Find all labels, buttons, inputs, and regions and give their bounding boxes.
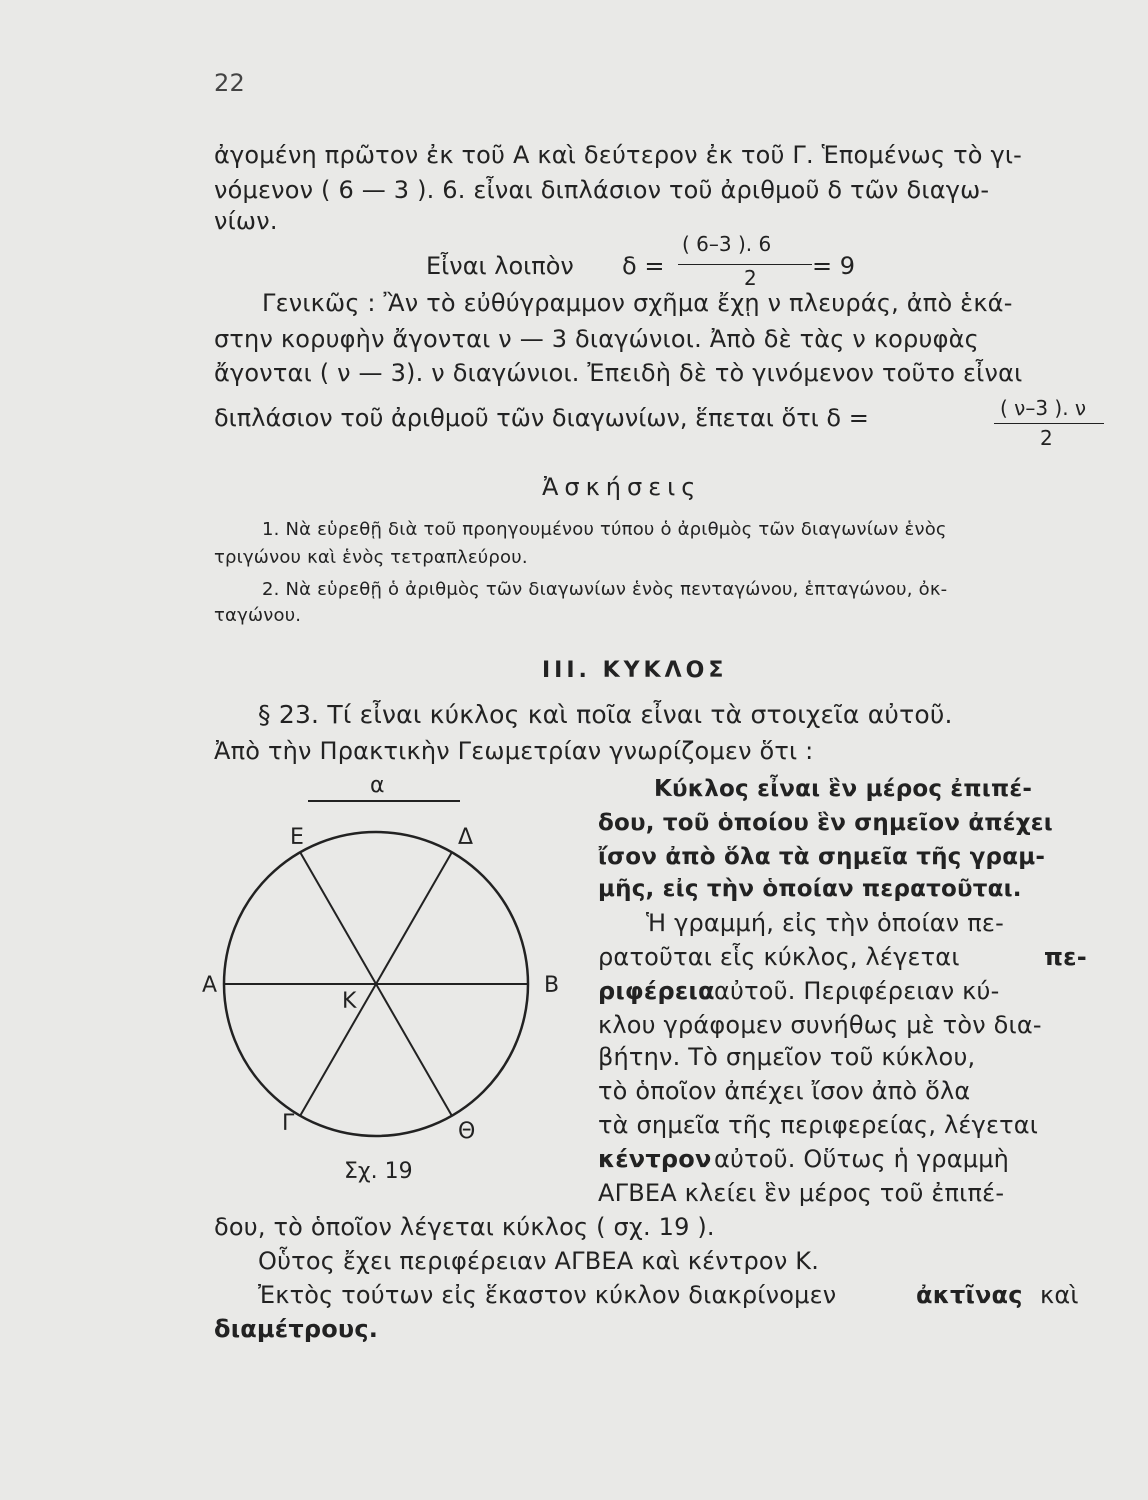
text-line: κλου γράφομεν συνήθως μὲ τὸν δια-	[598, 1011, 1042, 1039]
page-number: 22	[214, 69, 245, 97]
exercise-line: 2. Νὰ εὑρεθῇ ὁ ἀριθμὸς τῶν διαγωνίων ἑνὸς πενταγώνου, ἑπταγώνου, ὀκ-	[262, 579, 948, 600]
definition-line: ἴσον ἀπὸ ὅλα τὰ σημεῖα τῆς γραμ-	[598, 844, 1046, 870]
point-label-D: Δ	[458, 825, 474, 850]
text-line: αὐτοῦ. Περιφέρειαν κύ-	[714, 977, 1000, 1005]
text-line: νόμενον ( 6 — 3 ). 6. εἶναι διπλάσιον τοῦ ἀριθμοῦ δ τῶν διαγω-	[214, 176, 990, 204]
fraction-numerator: ( 6–3 ). 6	[682, 232, 772, 256]
figure-caption: Σχ. 19	[344, 1159, 413, 1184]
formula-lhs: δ =	[622, 252, 665, 280]
fraction-numerator: ( ν–3 ). ν	[1000, 396, 1087, 420]
figure-circle-diagram	[196, 770, 576, 1190]
formula-text: διπλάσιον τοῦ ἀριθμοῦ τῶν διαγωνίων, ἕπεται ὅτι δ =	[214, 404, 869, 432]
text-line: ρατοῦται εἷς κύκλος, λέγεται	[598, 943, 960, 971]
section-title: § 23. Τί εἶναι κύκλος καὶ ποῖα εἶναι τὰ στοιχεῖα αὐτοῦ.	[258, 700, 953, 729]
section-intro: Ἀπὸ τὴν Πρακτικὴν Γεωμετρίαν γνωρίζομεν ὅτι :	[214, 737, 814, 765]
fraction-bar	[678, 264, 812, 265]
point-label-G: Γ	[282, 1111, 295, 1136]
text-line: Οὗτος ἔχει περιφέρειαν ΑΓΒΕΑ καὶ κέντρον Κ.	[258, 1247, 820, 1275]
definition-line: Κύκλος εἶναι ἓν μέρος ἐπιπέ-	[654, 776, 1033, 802]
point-label-B: Β	[544, 973, 560, 998]
text-line: στην κορυφὴν ἄγονται ν — 3 διαγώνιοι. Ἀπὸ δὲ τὰς ν κορυφὰς	[214, 325, 979, 353]
text-line: Γενικῶς : Ἂν τὸ εὐθύγραμμον σχῆμα ἔχῃ ν πλευράς, ἀπὸ ἑκά-	[262, 289, 1013, 317]
text-line: Ἐκτὸς τούτων εἰς ἕκαστον κύκλον διακρίνομεν	[258, 1281, 837, 1309]
definition-line: μῆς, εἰς τὴν ὁποίαν περατοῦται.	[598, 876, 1022, 902]
fraction-denominator: 2	[1040, 426, 1053, 450]
text-line: τὰ σημεῖα τῆς περιφερείας, λέγεται	[598, 1111, 1039, 1139]
term-periphereia: ριφέρεια	[598, 977, 715, 1005]
text-line: δου, τὸ ὁποῖον λέγεται κύκλος ( σχ. 19 ).	[214, 1213, 715, 1241]
term-aktinas: ἀκτῖνας	[916, 1281, 1023, 1309]
term-periphereia: πε-	[1044, 943, 1087, 971]
text-line: Ἡ γραμμή, εἰς τὴν ὁποίαν πε-	[646, 909, 1004, 937]
term-diametrous: διαμέτρους.	[214, 1315, 379, 1343]
chapter-heading: III. ΚΥΚΛΟΣ	[542, 658, 728, 683]
term-kentron: κέντρον	[598, 1145, 712, 1173]
fraction-denominator: 2	[744, 266, 757, 290]
text-line: αὐτοῦ. Οὕτως ἡ γραμμὴ	[714, 1145, 1010, 1173]
formula-prefix: Εἶναι λοιπὸν	[426, 252, 574, 280]
text-line: ΑΓΒΕΑ κλείει ἓν μέρος τοῦ ἐπιπέ-	[598, 1179, 1005, 1207]
point-label-Th: Θ	[458, 1119, 476, 1144]
text-line: καὶ	[1040, 1281, 1079, 1309]
exercises-heading: Ἀσκήσεις	[542, 473, 702, 501]
text-line: ἄγονται ( ν — 3). ν διαγώνιοι. Ἐπειδὴ δὲ τὸ γινόμενον τοῦτο εἶναι	[214, 359, 1023, 387]
fraction-bar	[994, 423, 1104, 424]
point-label-K: Κ	[342, 989, 357, 1014]
text-line: νίων.	[214, 207, 278, 235]
exercise-line: ταγώνου.	[214, 605, 302, 626]
exercise-line: τριγώνου καὶ ἑνὸς τετραπλεύρου.	[214, 547, 528, 568]
text-line: βήτην. Τὸ σημεῖον τοῦ κύκλου,	[598, 1043, 976, 1071]
formula-rhs: = 9	[812, 252, 856, 280]
segment-label: α	[370, 773, 385, 798]
exercise-line: 1. Νὰ εὑρεθῇ διὰ τοῦ προηγουμένου τύπου ὁ ἀριθμὸς τῶν διαγωνίων ἑνὸς	[262, 519, 947, 540]
point-label-A: Α	[202, 973, 218, 998]
definition-line: δου, τοῦ ὁποίου ἓν σημεῖον ἀπέχει	[598, 810, 1053, 836]
text-line: ἀγομένη πρῶτον ἐκ τοῦ Α καὶ δεύτερον ἐκ τοῦ Γ. Ἑπομένως τὸ γι-	[214, 141, 1023, 169]
point-label-E: Ε	[290, 825, 304, 850]
text-line: τὸ ὁποῖον ἀπέχει ἴσον ἀπὸ ὅλα	[598, 1077, 971, 1105]
